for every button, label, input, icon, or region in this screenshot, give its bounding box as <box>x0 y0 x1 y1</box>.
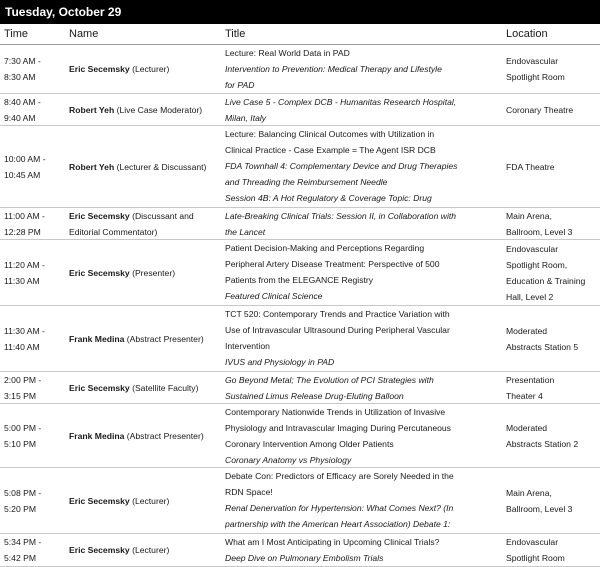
session-title-line: and Threading the Reimbursement Needle <box>225 177 388 187</box>
session-title-line: the Lancet <box>225 227 266 237</box>
time-line: 11:30 AM <box>4 275 40 286</box>
name-cell <box>65 468 221 534</box>
time-line: 5:08 PM - <box>4 487 42 498</box>
session-title-line: Debate Con: Predictors of Efficacy are Sorely Needed in the <box>225 471 454 481</box>
session-title-line: Sustained Limus Release Drug-Eluting Balloon <box>225 391 404 401</box>
location-line: Ballroom, Level 3 <box>506 503 573 514</box>
name-cell <box>65 94 221 126</box>
time-line: 11:20 AM - <box>4 259 45 270</box>
session-title-line: Use of Intravascular Ultrasound During Peripheral Vascular <box>225 325 450 335</box>
table-row <box>0 240 600 306</box>
session-title-line: Coronary Anatomy vs Physiology <box>225 455 352 465</box>
session-title-line: Clinical Practice - Case Example = The Agent ISR DCB <box>225 145 436 155</box>
column-header-time: Time <box>0 24 65 45</box>
table-row <box>0 372 600 404</box>
location-cell <box>502 94 600 126</box>
location-cell <box>502 404 600 468</box>
time-cell <box>0 372 65 404</box>
session-title-line: Patients from the ELEGANCE Registry <box>225 275 374 285</box>
location-line: Ballroom, Level 3 <box>506 227 573 237</box>
person-role: (Lecturer) <box>132 64 170 74</box>
table-header-row <box>0 24 600 45</box>
time-line: 3:15 PM <box>4 391 37 401</box>
location-cell <box>502 45 600 94</box>
person-role: (Abstract Presenter) <box>126 430 204 441</box>
table-row <box>0 45 600 94</box>
time-line: 5:00 PM - <box>4 422 42 433</box>
time-line: 5:20 PM <box>4 503 37 514</box>
title-cell <box>221 208 502 240</box>
name-cell <box>65 404 221 468</box>
person-role: (Satellite Faculty) <box>132 382 199 393</box>
location-cell <box>502 468 600 534</box>
person-name: Eric Secemsky <box>69 545 130 555</box>
session-title-line: Patient Decision-Making and Perceptions Regarding <box>225 243 425 253</box>
location-line: Abstracts Station 2 <box>506 438 579 449</box>
name-cell <box>65 45 221 94</box>
table-row <box>0 306 600 372</box>
person-name: Eric Secemsky <box>69 211 130 221</box>
session-title-line: Milan, Italy <box>225 113 267 123</box>
session-title-line: Physiology and Intravascular Imaging During Percutaneous <box>225 423 451 433</box>
table-row <box>0 94 600 126</box>
location-line: Spotlight Room, <box>506 259 568 270</box>
location-line: Abstracts Station 5 <box>506 341 579 352</box>
name-cell <box>65 240 221 306</box>
location-line: Moderated <box>506 422 548 433</box>
time-cell <box>0 534 65 567</box>
session-title-line: partnership with the American Heart Association) Debate 1: <box>225 519 451 529</box>
location-cell <box>502 306 600 372</box>
time-cell <box>0 126 65 208</box>
time-line: 2:00 PM - <box>4 375 42 385</box>
time-line: 11:00 AM - <box>4 211 45 221</box>
location-cell <box>502 240 600 306</box>
time-line: 7:30 AM - <box>4 56 41 66</box>
time-line: 5:10 PM <box>4 438 37 449</box>
time-cell <box>0 468 65 534</box>
title-cell <box>221 372 502 404</box>
session-title-line: for PAD <box>225 80 255 90</box>
time-line: 11:40 AM <box>4 341 40 352</box>
time-line: 8:30 AM <box>4 72 36 82</box>
name-cell <box>65 372 221 404</box>
time-line: 5:42 PM <box>4 553 37 563</box>
time-cell <box>0 94 65 126</box>
person-role: (Abstract Presenter) <box>126 333 204 344</box>
time-cell <box>0 240 65 306</box>
person-role: (Lecturer) <box>132 545 170 555</box>
session-title-line: Intervention to Prevention: Medical Therapy and Lifestyle <box>225 64 442 74</box>
session-title-line: Late-Breaking Clinical Trials: Session II, in Collaboration with <box>225 211 457 221</box>
person-role: (Lecturer) <box>132 495 170 506</box>
person-name: Eric Secemsky <box>69 382 130 393</box>
person-name: Eric Secemsky <box>69 495 130 506</box>
session-title-line: Featured Clinical Science <box>225 291 323 301</box>
table-row <box>0 208 600 240</box>
session-title-line: Renal Denervation for Hypertension: What Comes Next? (In <box>225 503 454 513</box>
location-line: Main Arena, <box>506 487 552 498</box>
session-title-line: Coronary Intervention Among Older Patients <box>225 439 394 449</box>
location-line: Main Arena, <box>506 211 552 221</box>
session-title-line: Deep Dive on Pulmonary Embolism Trials <box>225 553 384 563</box>
time-cell <box>0 404 65 468</box>
session-title-line: TCT 520: Contemporary Trends and Practice Variation with <box>225 309 450 319</box>
person-name: Eric Secemsky <box>69 267 130 278</box>
session-title-line: Lecture: Balancing Clinical Outcomes with Utilization in <box>225 129 435 139</box>
location-line: Endovascular <box>506 537 559 547</box>
time-line: 8:40 AM - <box>4 97 41 107</box>
table-row <box>0 468 600 534</box>
location-line: Coronary Theatre <box>506 104 574 115</box>
name-cell <box>65 306 221 372</box>
location-line: Education & Training <box>506 275 586 286</box>
location-line: Hall, Level 2 <box>506 291 554 302</box>
location-cell <box>502 208 600 240</box>
session-title-line: RDN Space! <box>225 487 273 497</box>
time-line: 12:28 PM <box>4 227 41 237</box>
time-cell <box>0 45 65 94</box>
schedule-table <box>0 24 600 567</box>
session-title-line: Live Case 5 - Complex DCB - Humanitas Research Hospital, <box>225 97 457 107</box>
session-title-line: Go Beyond Metal; The Evolution of PCI Strategies with <box>225 375 434 385</box>
name-cell <box>65 534 221 567</box>
person-name: Frank Medina <box>69 333 125 344</box>
day-header: Tuesday, October 29 <box>0 0 600 24</box>
location-cell <box>502 372 600 404</box>
session-title-line: Lecture: Real World Data in PAD <box>225 48 350 58</box>
title-cell <box>221 306 502 372</box>
location-line: Spotlight Room <box>506 553 565 563</box>
title-cell <box>221 240 502 306</box>
time-line: 11:30 AM - <box>4 325 45 336</box>
name-cell <box>65 208 221 240</box>
title-cell <box>221 126 502 208</box>
person-role: (Presenter) <box>132 267 176 278</box>
title-cell <box>221 94 502 126</box>
name-cell <box>65 126 221 208</box>
location-line: FDA Theatre <box>506 161 555 172</box>
person-role: (Lecturer & Discussant) <box>116 161 207 172</box>
session-title-line: Peripheral Artery Disease Treatment: Perspective of 500 <box>225 259 440 269</box>
location-line: Endovascular <box>506 243 559 254</box>
session-title-line: Intervention <box>225 341 270 351</box>
session-title-line: What am I Most Anticipating in Upcoming Clinical Trials? <box>225 537 440 547</box>
title-cell <box>221 468 502 534</box>
person-name: Robert Yeh <box>69 104 115 115</box>
time-line: 10:00 AM - <box>4 153 46 164</box>
title-cell <box>221 45 502 94</box>
person-name: Eric Secemsky <box>69 64 130 74</box>
column-header-location: Location <box>502 24 600 45</box>
session-title-line: Contemporary Nationwide Trends in Utilization of Invasive <box>225 407 446 417</box>
session-title-line: Session 4B: A Hot Regulatory & Coverage Topic: Drug <box>225 193 432 203</box>
location-cell <box>502 534 600 567</box>
person-role: (Discussant and Editorial Commentator) <box>69 211 194 237</box>
column-header-title: Title <box>221 24 502 45</box>
time-cell <box>0 306 65 372</box>
time-line: 9:40 AM <box>4 113 36 123</box>
location-line: Spotlight Room <box>506 72 565 82</box>
location-cell <box>502 126 600 208</box>
column-header-name: Name <box>65 24 221 45</box>
title-cell <box>221 534 502 567</box>
location-line: Endovascular <box>506 56 559 66</box>
person-name: Robert Yeh <box>69 161 115 172</box>
time-line: 10:45 AM <box>4 169 41 180</box>
session-title-line: IVUS and Physiology in PAD <box>225 357 335 367</box>
location-line: Presentation <box>506 375 555 385</box>
person-name: Frank Medina <box>69 430 125 441</box>
time-cell <box>0 208 65 240</box>
location-line: Moderated <box>506 325 548 336</box>
location-line: Theater 4 <box>506 391 543 401</box>
title-cell <box>221 404 502 468</box>
session-title-line: FDA Townhall 4: Complementary Device and Drug Therapies <box>225 161 458 171</box>
table-row <box>0 126 600 208</box>
table-row <box>0 404 600 468</box>
time-line: 5:34 PM - <box>4 537 42 547</box>
person-role: (Live Case Moderator) <box>116 104 203 115</box>
table-row <box>0 534 600 567</box>
